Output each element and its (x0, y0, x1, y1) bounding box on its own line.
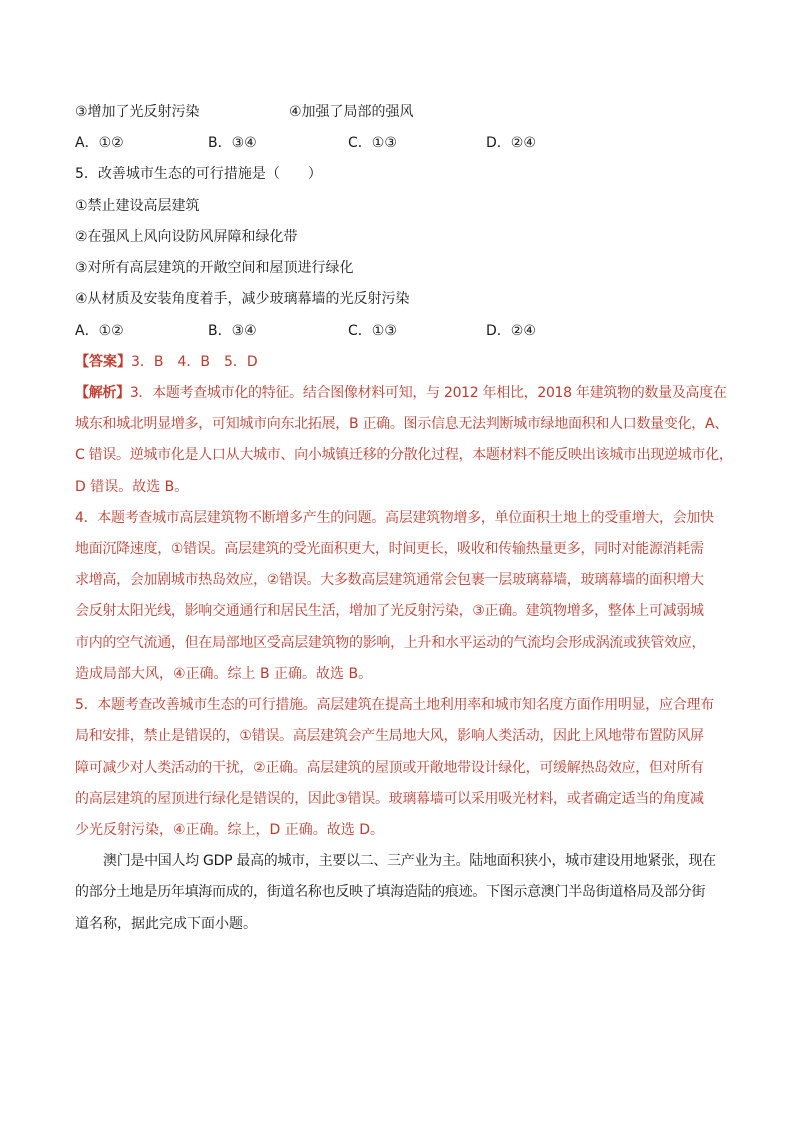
answer-text: 3．B 4．B 5．D (131, 354, 258, 370)
q4-item-4-text: ④加强了局部的强风 (289, 104, 414, 120)
q4-choice-a: A．①② (75, 135, 124, 151)
q4-choices (75, 133, 721, 153)
q5-choices (75, 321, 721, 341)
analysis-line-9: 市内的空气流通，但在局部地区受高层建筑物的影响，上升和水平运动的气流均会形成涡流或狭管效应， (75, 635, 706, 651)
passage-line-1: 澳门是中国人均 GDP 最高的城市，主要以二、三产业为主。陆地面积狭小，城市建设用地紧张，现在 (103, 853, 716, 869)
q4-choice-b: B．③④ (208, 135, 257, 151)
analysis-line-3: C 错误。逆城市化是人口从大城市、向小城镇迁移的分散化过程，本题材料不能反映出该城市出现逆城市化， (75, 447, 733, 463)
analysis-line-11: 5．本题考查改善城市生态的可行措施。高层建筑在提高土地利用率和城市知名度方面作用明显，应合理布 (75, 697, 714, 713)
q5-choice-b: B．③④ (208, 323, 257, 339)
q5-item-3: ③对所有高层建筑的开敞空间和屋顶进行绿化 (75, 260, 354, 276)
q5-stem: 5．改善城市生态的可行措施是（ ） (75, 166, 322, 182)
analysis-line-15: 少光反射污染，④正确。综上，D 正确。故选 D。 (75, 822, 385, 838)
q4-item-3-text: ③增加了光反射污染 (75, 104, 200, 120)
analysis-line-7: 求增高，会加剧城市热岛效应，②错误。大多数高层建筑通常会包裹一层玻璃幕墙，玻璃幕墙的面积增大 (75, 572, 704, 588)
answer-line (75, 352, 258, 372)
q4-option-item-4 (289, 102, 414, 122)
passage-line-3: 道名称，据此完成下面小题。 (75, 916, 257, 932)
answer-label: 【答案】 (75, 354, 131, 370)
analysis-line-5: 4．本题考查城市高层建筑物不断增多产生的问题。高层建筑物增多，单位面积土地上的受重增大，会加快 (75, 510, 714, 526)
passage-line-2: 的部分土地是历年填海而成的，街道名称也反映了填海造陆的痕迹。下图示意澳门半岛街道格局及部分街 (75, 884, 706, 900)
q5-item-1: ①禁止建设高层建筑 (75, 198, 200, 214)
q4-choice-d: D．②④ (486, 135, 536, 151)
analysis-line-1 (75, 383, 727, 403)
q5-item-4: ④从材质及安装角度着手，减少玻璃幕墙的光反射污染 (75, 291, 410, 307)
q4-option-item-3 (75, 102, 200, 122)
q5-item-2: ②在强风上风向设防风屏障和绿化带 (75, 229, 298, 245)
q4-choice-c: C．①③ (348, 135, 397, 151)
q5-choice-d: D．②④ (486, 323, 536, 339)
analysis-line-13: 障可减少对人类活动的干扰，②正确。高层建筑的屋顶或开敞地带设计绿化，可缓解热岛效应，但对所有 (75, 760, 704, 776)
analysis-line-8: 会反射太阳光线，影响交通通行和居民生活，增加了光反射污染，③正确。建筑物增多，整体上可减弱城 (75, 603, 704, 619)
q5-choice-a: A．①② (75, 323, 124, 339)
analysis-line-14: 的高层建筑的屋顶进行绿化是错误的，因此③错误。玻璃幕墙可以采用吸光材料，或者确定适当的角度减 (75, 791, 704, 807)
analysis-line-4: D 错误。故选 B。 (75, 479, 189, 495)
q5-choice-c: C．①③ (348, 323, 397, 339)
analysis-label: 【解析】 (75, 385, 130, 401)
analysis-line-10: 造成局部大风，④正确。综上 B 正确。故选 B。 (75, 666, 373, 682)
analysis-line-2: 城东和城北明显增多，可知城市向东北拓展，B 正确。图示信息无法判断城市绿地面积和人口数量变化，A、 (75, 416, 728, 432)
analysis-line-12: 局和安排，禁止是错误的，①错误。高层建筑会产生局地大风，影响人类活动，因此上风地带布置防风屏 (75, 728, 704, 744)
analysis-line-6: 地面沉降速度，①错误。高层建筑的受光面积更大，时间更长，吸收和传输热量更多，同时对能源消耗需 (75, 541, 704, 557)
analysis-text-1: 3．本题考查城市化的特征。结合图像材料可知，与 2012 年相比，2018 年建筑物的数量及高度在 (129, 385, 727, 401)
